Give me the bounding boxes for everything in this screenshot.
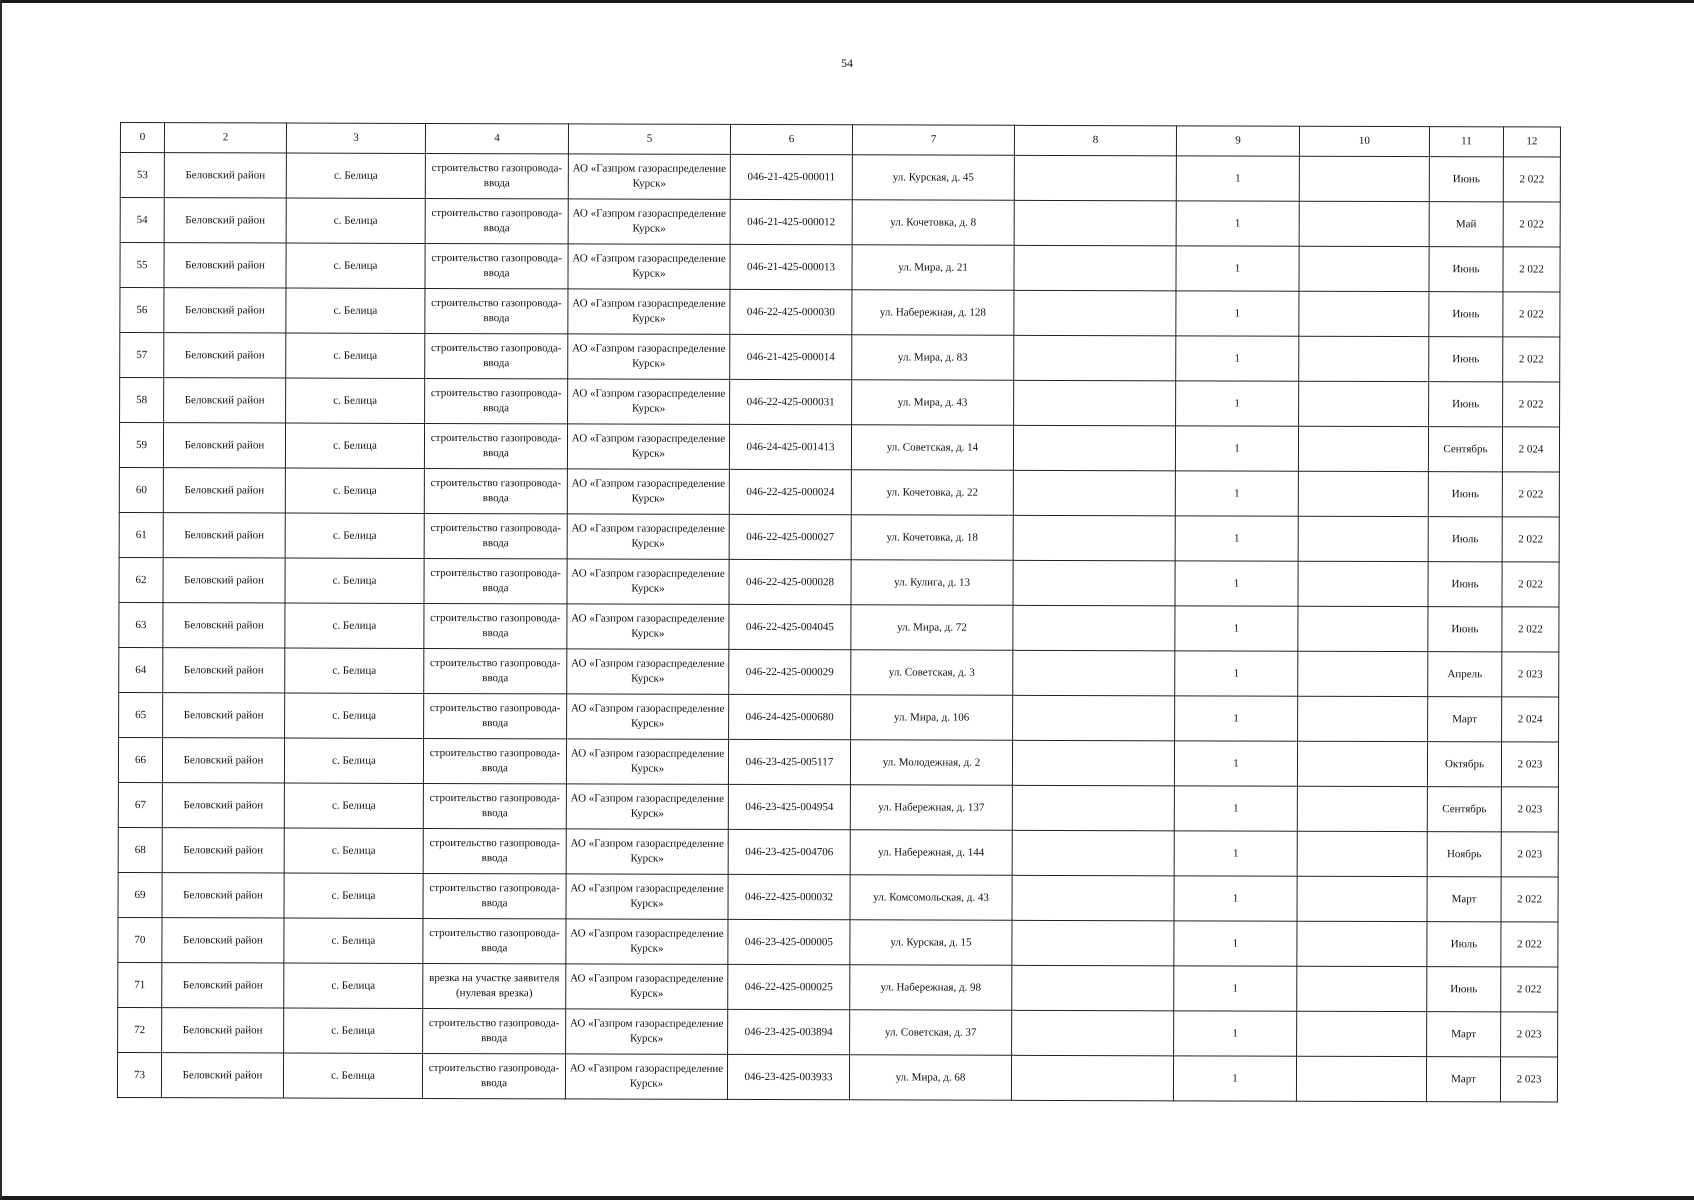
district-cell: Беловский район bbox=[162, 873, 284, 918]
table-row bbox=[119, 647, 1559, 697]
col-header-10: 10 bbox=[1299, 126, 1429, 156]
month-cell: Апрель bbox=[1428, 652, 1502, 697]
column-8-cell bbox=[1014, 200, 1176, 246]
work-type-cell: строительство газопровода-ввода bbox=[424, 648, 567, 693]
quantity-cell: 1 bbox=[1174, 1011, 1297, 1056]
table-row bbox=[118, 872, 1558, 922]
year-cell: 2 022 bbox=[1503, 157, 1560, 202]
row-number: 67 bbox=[118, 782, 162, 827]
column-8-cell bbox=[1012, 875, 1174, 921]
column-10-cell bbox=[1296, 1056, 1426, 1101]
address-cell: ул. Кулига, д. 13 bbox=[851, 560, 1013, 606]
address-cell: ул. Мира, д. 72 bbox=[851, 605, 1013, 651]
year-cell: 2 022 bbox=[1501, 967, 1558, 1012]
table-row bbox=[120, 288, 1560, 338]
row-number: 63 bbox=[119, 602, 163, 647]
table-row bbox=[120, 198, 1560, 248]
column-8-cell bbox=[1013, 695, 1175, 741]
column-8-cell bbox=[1012, 785, 1174, 831]
organization-cell: АО «Газпром газораспределение Курск» bbox=[566, 919, 728, 965]
settlement-cell: с. Белица bbox=[284, 828, 423, 873]
organization-cell: АО «Газпром газораспределение Курск» bbox=[566, 784, 728, 830]
application-code-cell: 046-23-425-004954 bbox=[728, 784, 850, 829]
organization-cell: АО «Газпром газораспределение Курск» bbox=[566, 1009, 728, 1055]
settlement-cell: с. Белица bbox=[285, 558, 424, 603]
application-code-cell: 046-24-425-000680 bbox=[729, 694, 851, 739]
col-header-5: 5 bbox=[568, 124, 730, 155]
row-number: 54 bbox=[120, 198, 164, 243]
settlement-cell: с. Белица bbox=[286, 243, 425, 288]
column-10-cell bbox=[1298, 516, 1428, 561]
month-cell: Июнь bbox=[1429, 382, 1503, 427]
year-cell: 2 022 bbox=[1503, 202, 1560, 247]
quantity-cell: 1 bbox=[1175, 651, 1298, 696]
quantity-cell: 1 bbox=[1176, 381, 1299, 426]
work-type-cell: строительство газопровода-ввода bbox=[425, 378, 568, 423]
quantity-cell: 1 bbox=[1175, 471, 1298, 516]
address-cell: ул. Советская, д. 37 bbox=[850, 1010, 1012, 1056]
application-code-cell: 046-21-425-000013 bbox=[730, 244, 852, 289]
month-cell: Июнь bbox=[1428, 472, 1502, 517]
table-row bbox=[118, 737, 1558, 787]
column-8-cell bbox=[1013, 650, 1175, 696]
month-cell: Июнь bbox=[1429, 337, 1503, 382]
col-header-7: 7 bbox=[852, 125, 1014, 156]
address-cell: ул. Набережная, д. 128 bbox=[852, 290, 1014, 336]
month-cell: Сентябрь bbox=[1427, 787, 1501, 832]
row-number: 57 bbox=[120, 333, 164, 378]
month-cell: Ноябрь bbox=[1427, 832, 1501, 877]
quantity-cell: 1 bbox=[1176, 291, 1299, 336]
year-cell: 2 022 bbox=[1503, 247, 1560, 292]
column-8-cell bbox=[1014, 245, 1176, 291]
row-number: 72 bbox=[118, 1007, 162, 1052]
work-type-cell: строительство газопровода-ввода bbox=[423, 918, 566, 963]
district-cell: Беловский район bbox=[163, 693, 285, 738]
row-number: 71 bbox=[118, 962, 162, 1007]
district-cell: Беловский район bbox=[164, 333, 286, 378]
row-number: 64 bbox=[119, 647, 163, 692]
application-code-cell: 046-21-425-000014 bbox=[730, 334, 852, 379]
row-number: 60 bbox=[119, 467, 163, 512]
settlement-cell: с. Белица bbox=[285, 513, 424, 558]
table-row bbox=[120, 153, 1560, 203]
table-row bbox=[119, 467, 1559, 517]
application-code-cell: 046-24-425-001413 bbox=[729, 424, 851, 469]
year-cell: 2 023 bbox=[1501, 832, 1558, 877]
col-header-2: 2 bbox=[164, 123, 286, 153]
organization-cell: АО «Газпром газораспределение Курск» bbox=[568, 379, 730, 425]
year-cell: 2 023 bbox=[1501, 1012, 1558, 1057]
month-cell: Март bbox=[1426, 1057, 1500, 1102]
column-8-cell bbox=[1013, 470, 1175, 516]
work-type-cell: строительство газопровода-ввода bbox=[425, 198, 568, 243]
address-cell: ул. Комсомольская, д. 43 bbox=[850, 875, 1012, 921]
month-cell: Июнь bbox=[1429, 292, 1503, 337]
organization-cell: АО «Газпром газораспределение Курск» bbox=[567, 694, 729, 740]
district-cell: Беловский район bbox=[162, 828, 284, 873]
address-cell: ул. Набережная, д. 137 bbox=[850, 785, 1012, 831]
settlement-cell: с. Белица bbox=[284, 873, 423, 918]
month-cell: Март bbox=[1428, 697, 1502, 742]
district-cell: Беловский район bbox=[164, 153, 286, 198]
organization-cell: АО «Газпром газораспределение Курск» bbox=[566, 964, 728, 1010]
work-type-cell: строительство газопровода-ввода bbox=[424, 468, 567, 513]
row-number: 61 bbox=[119, 512, 163, 557]
gas-connection-register-table bbox=[117, 122, 1561, 1103]
address-cell: ул. Набережная, д. 98 bbox=[850, 965, 1012, 1011]
application-code-cell: 046-22-425-004045 bbox=[729, 604, 851, 649]
column-10-cell bbox=[1297, 786, 1427, 831]
work-type-cell: строительство газопровода-ввода bbox=[425, 288, 568, 333]
column-8-cell bbox=[1012, 1010, 1174, 1056]
row-number: 53 bbox=[120, 153, 164, 198]
table-row bbox=[119, 423, 1559, 473]
col-header-9: 9 bbox=[1176, 126, 1299, 156]
district-cell: Беловский район bbox=[163, 423, 285, 468]
district-cell: Беловский район bbox=[163, 513, 285, 558]
table-row bbox=[120, 333, 1560, 383]
year-cell: 2 022 bbox=[1503, 292, 1560, 337]
district-cell: Беловский район bbox=[163, 558, 285, 603]
organization-cell: АО «Газпром газораспределение Курск» bbox=[568, 289, 730, 335]
work-type-cell: строительство газопровода-ввода bbox=[423, 828, 566, 873]
application-code-cell: 046-21-425-000012 bbox=[730, 199, 852, 244]
address-cell: ул. Молодежная, д. 2 bbox=[850, 740, 1012, 786]
application-code-cell: 046-22-425-000030 bbox=[730, 289, 852, 334]
organization-cell: АО «Газпром газораспределение Курск» bbox=[567, 514, 729, 560]
column-10-cell bbox=[1298, 696, 1428, 741]
row-number: 56 bbox=[120, 288, 164, 333]
column-8-cell bbox=[1012, 920, 1174, 966]
address-cell: ул. Набережная, д. 144 bbox=[850, 830, 1012, 876]
month-cell: Июнь bbox=[1429, 247, 1503, 292]
settlement-cell: с. Белица bbox=[283, 1053, 422, 1098]
settlement-cell: с. Белица bbox=[285, 693, 424, 738]
column-8-cell bbox=[1014, 155, 1176, 201]
district-cell: Беловский район bbox=[162, 963, 284, 1008]
settlement-cell: с. Белица bbox=[286, 153, 425, 198]
column-10-cell bbox=[1298, 471, 1428, 516]
application-code-cell: 046-22-425-000029 bbox=[729, 649, 851, 694]
column-number-row bbox=[120, 123, 1560, 158]
quantity-cell: 1 bbox=[1174, 786, 1297, 831]
application-code-cell: 046-23-425-003894 bbox=[728, 1009, 850, 1054]
column-10-cell bbox=[1298, 561, 1428, 606]
col-header-3: 3 bbox=[286, 123, 425, 153]
row-number: 68 bbox=[118, 827, 162, 872]
row-number: 65 bbox=[119, 692, 163, 737]
month-cell: Июнь bbox=[1428, 607, 1502, 652]
month-cell: Март bbox=[1427, 877, 1501, 922]
organization-cell: АО «Газпром газораспределение Курск» bbox=[568, 244, 730, 290]
year-cell: 2 024 bbox=[1502, 427, 1559, 472]
address-cell: ул. Мира, д. 21 bbox=[852, 245, 1014, 291]
quantity-cell: 1 bbox=[1176, 336, 1299, 381]
quantity-cell: 1 bbox=[1174, 921, 1297, 966]
month-cell: Июнь bbox=[1427, 967, 1501, 1012]
page-border-top bbox=[0, 0, 1694, 3]
organization-cell: АО «Газпром газораспределение Курск» bbox=[566, 874, 728, 920]
organization-cell: АО «Газпром газораспределение Курск» bbox=[568, 154, 730, 200]
col-header-4: 4 bbox=[425, 123, 568, 153]
organization-cell: АО «Газпром газораспределение Курск» bbox=[567, 604, 729, 650]
quantity-cell: 1 bbox=[1175, 516, 1298, 561]
column-10-cell bbox=[1297, 966, 1427, 1011]
year-cell: 2 022 bbox=[1502, 472, 1559, 517]
district-cell: Беловский район bbox=[163, 468, 285, 513]
application-code-cell: 046-23-425-003933 bbox=[727, 1054, 849, 1099]
col-header-0: 0 bbox=[120, 123, 164, 153]
work-type-cell: строительство газопровода-ввода bbox=[423, 738, 566, 783]
col-header-8: 8 bbox=[1014, 125, 1176, 156]
application-code-cell: 046-22-425-000027 bbox=[729, 514, 851, 559]
year-cell: 2 023 bbox=[1500, 1057, 1557, 1102]
table-row bbox=[119, 512, 1559, 562]
year-cell: 2 022 bbox=[1503, 382, 1560, 427]
settlement-cell: с. Белица bbox=[284, 918, 423, 963]
address-cell: ул. Советская, д. 14 bbox=[851, 425, 1013, 471]
year-cell: 2 024 bbox=[1502, 697, 1559, 742]
organization-cell: АО «Газпром газораспределение Курск» bbox=[567, 424, 729, 470]
settlement-cell: с. Белица bbox=[284, 738, 423, 783]
column-10-cell bbox=[1299, 156, 1429, 201]
column-8-cell bbox=[1014, 380, 1176, 426]
settlement-cell: с. Белица bbox=[285, 468, 424, 513]
work-type-cell: строительство газопровода-ввода bbox=[425, 153, 568, 198]
work-type-cell: строительство газопровода-ввода bbox=[423, 1008, 566, 1053]
year-cell: 2 022 bbox=[1502, 517, 1559, 562]
column-10-cell bbox=[1299, 246, 1429, 291]
work-type-cell: строительство газопровода-ввода bbox=[424, 603, 567, 648]
column-10-cell bbox=[1297, 876, 1427, 921]
district-cell: Беловский район bbox=[164, 198, 286, 243]
column-10-cell bbox=[1297, 921, 1427, 966]
district-cell: Беловский район bbox=[163, 648, 285, 693]
address-cell: ул. Курская, д. 15 bbox=[850, 920, 1012, 966]
district-cell: Беловский район bbox=[164, 378, 286, 423]
work-type-cell: строительство газопровода-ввода bbox=[425, 243, 568, 288]
quantity-cell: 1 bbox=[1173, 1056, 1296, 1101]
application-code-cell: 046-22-425-000031 bbox=[730, 379, 852, 424]
column-8-cell bbox=[1012, 830, 1174, 876]
column-8-cell bbox=[1014, 290, 1176, 336]
month-cell: Сентябрь bbox=[1428, 427, 1502, 472]
table-row bbox=[118, 827, 1558, 877]
application-code-cell: 046-23-425-000005 bbox=[728, 919, 850, 964]
district-cell: Беловский район bbox=[162, 783, 284, 828]
row-number: 62 bbox=[119, 557, 163, 602]
organization-cell: АО «Газпром газораспределение Курск» bbox=[566, 739, 728, 785]
application-code-cell: 046-22-425-000032 bbox=[728, 874, 850, 919]
row-number: 58 bbox=[120, 378, 164, 423]
address-cell: ул. Мира, д. 68 bbox=[849, 1055, 1011, 1101]
application-code-cell: 046-21-425-000011 bbox=[730, 154, 852, 199]
column-8-cell bbox=[1011, 1055, 1173, 1101]
district-cell: Беловский район bbox=[162, 1008, 284, 1053]
district-cell: Беловский район bbox=[163, 603, 285, 648]
column-8-cell bbox=[1013, 515, 1175, 561]
address-cell: ул. Мира, д. 106 bbox=[851, 695, 1013, 741]
year-cell: 2 023 bbox=[1502, 652, 1559, 697]
table-row bbox=[119, 557, 1559, 607]
quantity-cell: 1 bbox=[1174, 966, 1297, 1011]
quantity-cell: 1 bbox=[1175, 696, 1298, 741]
settlement-cell: с. Белица bbox=[286, 288, 425, 333]
year-cell: 2 022 bbox=[1502, 607, 1559, 652]
col-header-11: 11 bbox=[1429, 127, 1503, 157]
row-number: 70 bbox=[118, 917, 162, 962]
work-type-cell: врезка на участке заявителя (нулевая врезка) bbox=[423, 963, 566, 1008]
district-cell: Беловский район bbox=[161, 1053, 283, 1098]
address-cell: ул. Мира, д. 43 bbox=[852, 380, 1014, 426]
year-cell: 2 022 bbox=[1501, 922, 1558, 967]
address-cell: ул. Советская, д. 3 bbox=[851, 650, 1013, 696]
work-type-cell: строительство газопровода-ввода bbox=[424, 693, 567, 738]
settlement-cell: с. Белица bbox=[285, 603, 424, 648]
month-cell: Июль bbox=[1428, 517, 1502, 562]
table-row bbox=[119, 602, 1559, 652]
work-type-cell: строительство газопровода-ввода bbox=[424, 513, 567, 558]
organization-cell: АО «Газпром газораспределение Курск» bbox=[568, 199, 730, 245]
year-cell: 2 023 bbox=[1501, 742, 1558, 787]
table-row bbox=[118, 962, 1558, 1012]
settlement-cell: с. Белица bbox=[284, 1008, 423, 1053]
column-10-cell bbox=[1298, 606, 1428, 651]
work-type-cell: строительство газопровода-ввода bbox=[425, 333, 568, 378]
column-10-cell bbox=[1297, 831, 1427, 876]
district-cell: Беловский район bbox=[164, 243, 286, 288]
settlement-cell: с. Белица bbox=[286, 378, 425, 423]
column-10-cell bbox=[1298, 651, 1428, 696]
address-cell: ул. Мира, д. 83 bbox=[852, 335, 1014, 381]
column-8-cell bbox=[1013, 560, 1175, 606]
address-cell: ул. Курская, д. 45 bbox=[852, 155, 1014, 201]
column-8-cell bbox=[1012, 965, 1174, 1011]
page-number: 54 bbox=[841, 56, 853, 70]
column-10-cell bbox=[1297, 741, 1427, 786]
column-8-cell bbox=[1012, 740, 1174, 786]
work-type-cell: строительство газопровода-ввода bbox=[424, 423, 567, 468]
year-cell: 2 022 bbox=[1502, 562, 1559, 607]
work-type-cell: строительство газопровода-ввода bbox=[424, 558, 567, 603]
month-cell: Октябрь bbox=[1427, 742, 1501, 787]
application-code-cell: 046-23-425-004706 bbox=[728, 829, 850, 874]
column-10-cell bbox=[1299, 336, 1429, 381]
organization-cell: АО «Газпром газораспределение Курск» bbox=[567, 559, 729, 605]
table-row bbox=[117, 1052, 1557, 1102]
district-cell: Беловский район bbox=[164, 288, 286, 333]
application-code-cell: 046-22-425-000028 bbox=[729, 559, 851, 604]
address-cell: ул. Кочетовка, д. 18 bbox=[851, 515, 1013, 561]
work-type-cell: строительство газопровода-ввода bbox=[422, 1053, 565, 1098]
month-cell: Июль bbox=[1427, 922, 1501, 967]
table-row bbox=[118, 917, 1558, 967]
application-code-cell: 046-22-425-000024 bbox=[729, 469, 851, 514]
row-number: 66 bbox=[118, 737, 162, 782]
column-10-cell bbox=[1298, 426, 1428, 471]
year-cell: 2 023 bbox=[1501, 787, 1558, 832]
register-body bbox=[117, 153, 1560, 1103]
quantity-cell: 1 bbox=[1176, 201, 1299, 246]
organization-cell: АО «Газпром газораспределение Курск» bbox=[568, 334, 730, 380]
col-header-6: 6 bbox=[730, 124, 852, 154]
row-number: 55 bbox=[120, 243, 164, 288]
application-code-cell: 046-22-425-000025 bbox=[728, 964, 850, 1009]
row-number: 69 bbox=[118, 872, 162, 917]
settlement-cell: с. Белица bbox=[286, 333, 425, 378]
organization-cell: АО «Газпром газораспределение Курск» bbox=[565, 1054, 727, 1100]
quantity-cell: 1 bbox=[1175, 606, 1298, 651]
organization-cell: АО «Газпром газораспределение Курск» bbox=[567, 469, 729, 515]
table-row bbox=[118, 1007, 1558, 1057]
address-cell: ул. Кочетовка, д. 8 bbox=[852, 200, 1014, 246]
month-cell: Март bbox=[1427, 1012, 1501, 1057]
table-row bbox=[118, 782, 1558, 832]
organization-cell: АО «Газпром газораспределение Курск» bbox=[567, 649, 729, 695]
quantity-cell: 1 bbox=[1175, 426, 1298, 471]
settlement-cell: с. Белица bbox=[284, 783, 423, 828]
year-cell: 2 022 bbox=[1501, 877, 1558, 922]
column-10-cell bbox=[1299, 291, 1429, 336]
column-10-cell bbox=[1299, 381, 1429, 426]
quantity-cell: 1 bbox=[1175, 561, 1298, 606]
quantity-cell: 1 bbox=[1174, 741, 1297, 786]
application-code-cell: 046-23-425-005117 bbox=[728, 739, 850, 784]
settlement-cell: с. Белица bbox=[286, 198, 425, 243]
page-border-left bbox=[0, 0, 2, 1200]
year-cell: 2 022 bbox=[1503, 337, 1560, 382]
column-8-cell bbox=[1013, 605, 1175, 651]
page-border-bottom bbox=[0, 1196, 1694, 1200]
quantity-cell: 1 bbox=[1174, 831, 1297, 876]
settlement-cell: с. Белица bbox=[285, 648, 424, 693]
month-cell: Июнь bbox=[1429, 157, 1503, 202]
col-header-12: 12 bbox=[1503, 127, 1560, 157]
month-cell: Июнь bbox=[1428, 562, 1502, 607]
table-row bbox=[120, 243, 1560, 293]
settlement-cell: с. Белица bbox=[285, 423, 424, 468]
column-8-cell bbox=[1014, 335, 1176, 381]
organization-cell: АО «Газпром газораспределение Курск» bbox=[566, 829, 728, 875]
column-10-cell bbox=[1297, 1011, 1427, 1056]
month-cell: Май bbox=[1429, 202, 1503, 247]
column-10-cell bbox=[1299, 201, 1429, 246]
work-type-cell: строительство газопровода-ввода bbox=[423, 873, 566, 918]
column-8-cell bbox=[1013, 425, 1175, 471]
work-type-cell: строительство газопровода-ввода bbox=[423, 783, 566, 828]
quantity-cell: 1 bbox=[1176, 156, 1299, 201]
table-row bbox=[119, 692, 1559, 742]
district-cell: Беловский район bbox=[162, 918, 284, 963]
district-cell: Беловский район bbox=[162, 738, 284, 783]
settlement-cell: с. Белица bbox=[284, 963, 423, 1008]
row-number: 59 bbox=[119, 423, 163, 468]
quantity-cell: 1 bbox=[1174, 876, 1297, 921]
table-row bbox=[120, 378, 1560, 428]
address-cell: ул. Кочетовка, д. 22 bbox=[851, 470, 1013, 516]
quantity-cell: 1 bbox=[1176, 246, 1299, 291]
row-number: 73 bbox=[117, 1052, 161, 1097]
